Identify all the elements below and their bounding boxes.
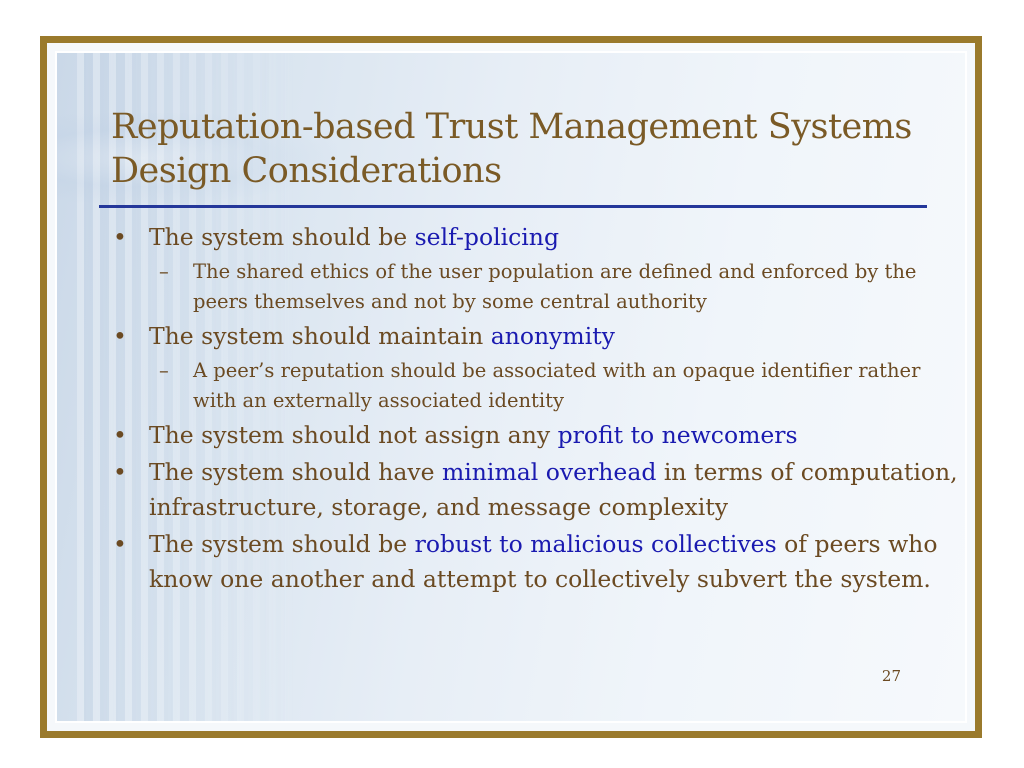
slide-frame <box>40 36 982 738</box>
slide-title <box>111 105 951 193</box>
bullet-highlight: profit to newcomers <box>557 421 798 449</box>
sub-bullet-marker: – <box>159 260 169 283</box>
bullet-text: The system should maintain <box>149 322 491 350</box>
bullet-marker: • <box>113 530 127 558</box>
sub-bullet-text: The shared ethics of the user population are defined and enforced by the peers themselves and not by some central authority <box>193 260 917 313</box>
bullet-text: The system should be <box>149 223 415 251</box>
sub-bullet-text: A peer’s reputation should be associated with an opaque identifier rather with an externally associated identity <box>193 359 921 412</box>
slide-title-line-1: Reputation-based Trust Management Systems <box>111 107 912 147</box>
bullet-highlight: self-policing <box>414 223 559 251</box>
bullet-text: The system should be <box>149 530 415 558</box>
sub-bullet-shared-ethics <box>109 257 959 317</box>
sub-bullet-opaque-identifier <box>109 356 959 416</box>
sub-bullet-marker: – <box>159 359 169 382</box>
title-divider <box>99 205 927 208</box>
slide-background <box>55 51 967 723</box>
bullet-item-self-policing <box>109 220 959 255</box>
slide-title-line-2: Design Considerations <box>111 151 502 191</box>
bullet-text: The system should not assign any <box>149 421 558 449</box>
bullet-item-minimal-overhead <box>109 455 959 525</box>
bullet-marker: • <box>113 223 127 251</box>
bullet-highlight: robust to malicious collectives <box>414 530 777 558</box>
bullet-text: The system should have <box>149 458 442 486</box>
bullet-text-after: in terms of computation, infrastructure, storage, and message complexity <box>149 458 958 521</box>
bullet-item-newcomers <box>109 418 959 453</box>
bullet-highlight: anonymity <box>490 322 615 350</box>
bullet-highlight: minimal overhead <box>442 458 657 486</box>
bullet-item-anonymity <box>109 319 959 354</box>
page-number: 27 <box>881 667 901 685</box>
bullet-marker: • <box>113 322 127 350</box>
bullet-list <box>109 218 959 597</box>
bullet-text-after: of peers who know one another and attempt to collectively subvert the system. <box>149 530 938 593</box>
bullet-marker: • <box>113 458 127 486</box>
bullet-item-malicious-collectives <box>109 527 959 597</box>
bullet-marker: • <box>113 421 127 449</box>
